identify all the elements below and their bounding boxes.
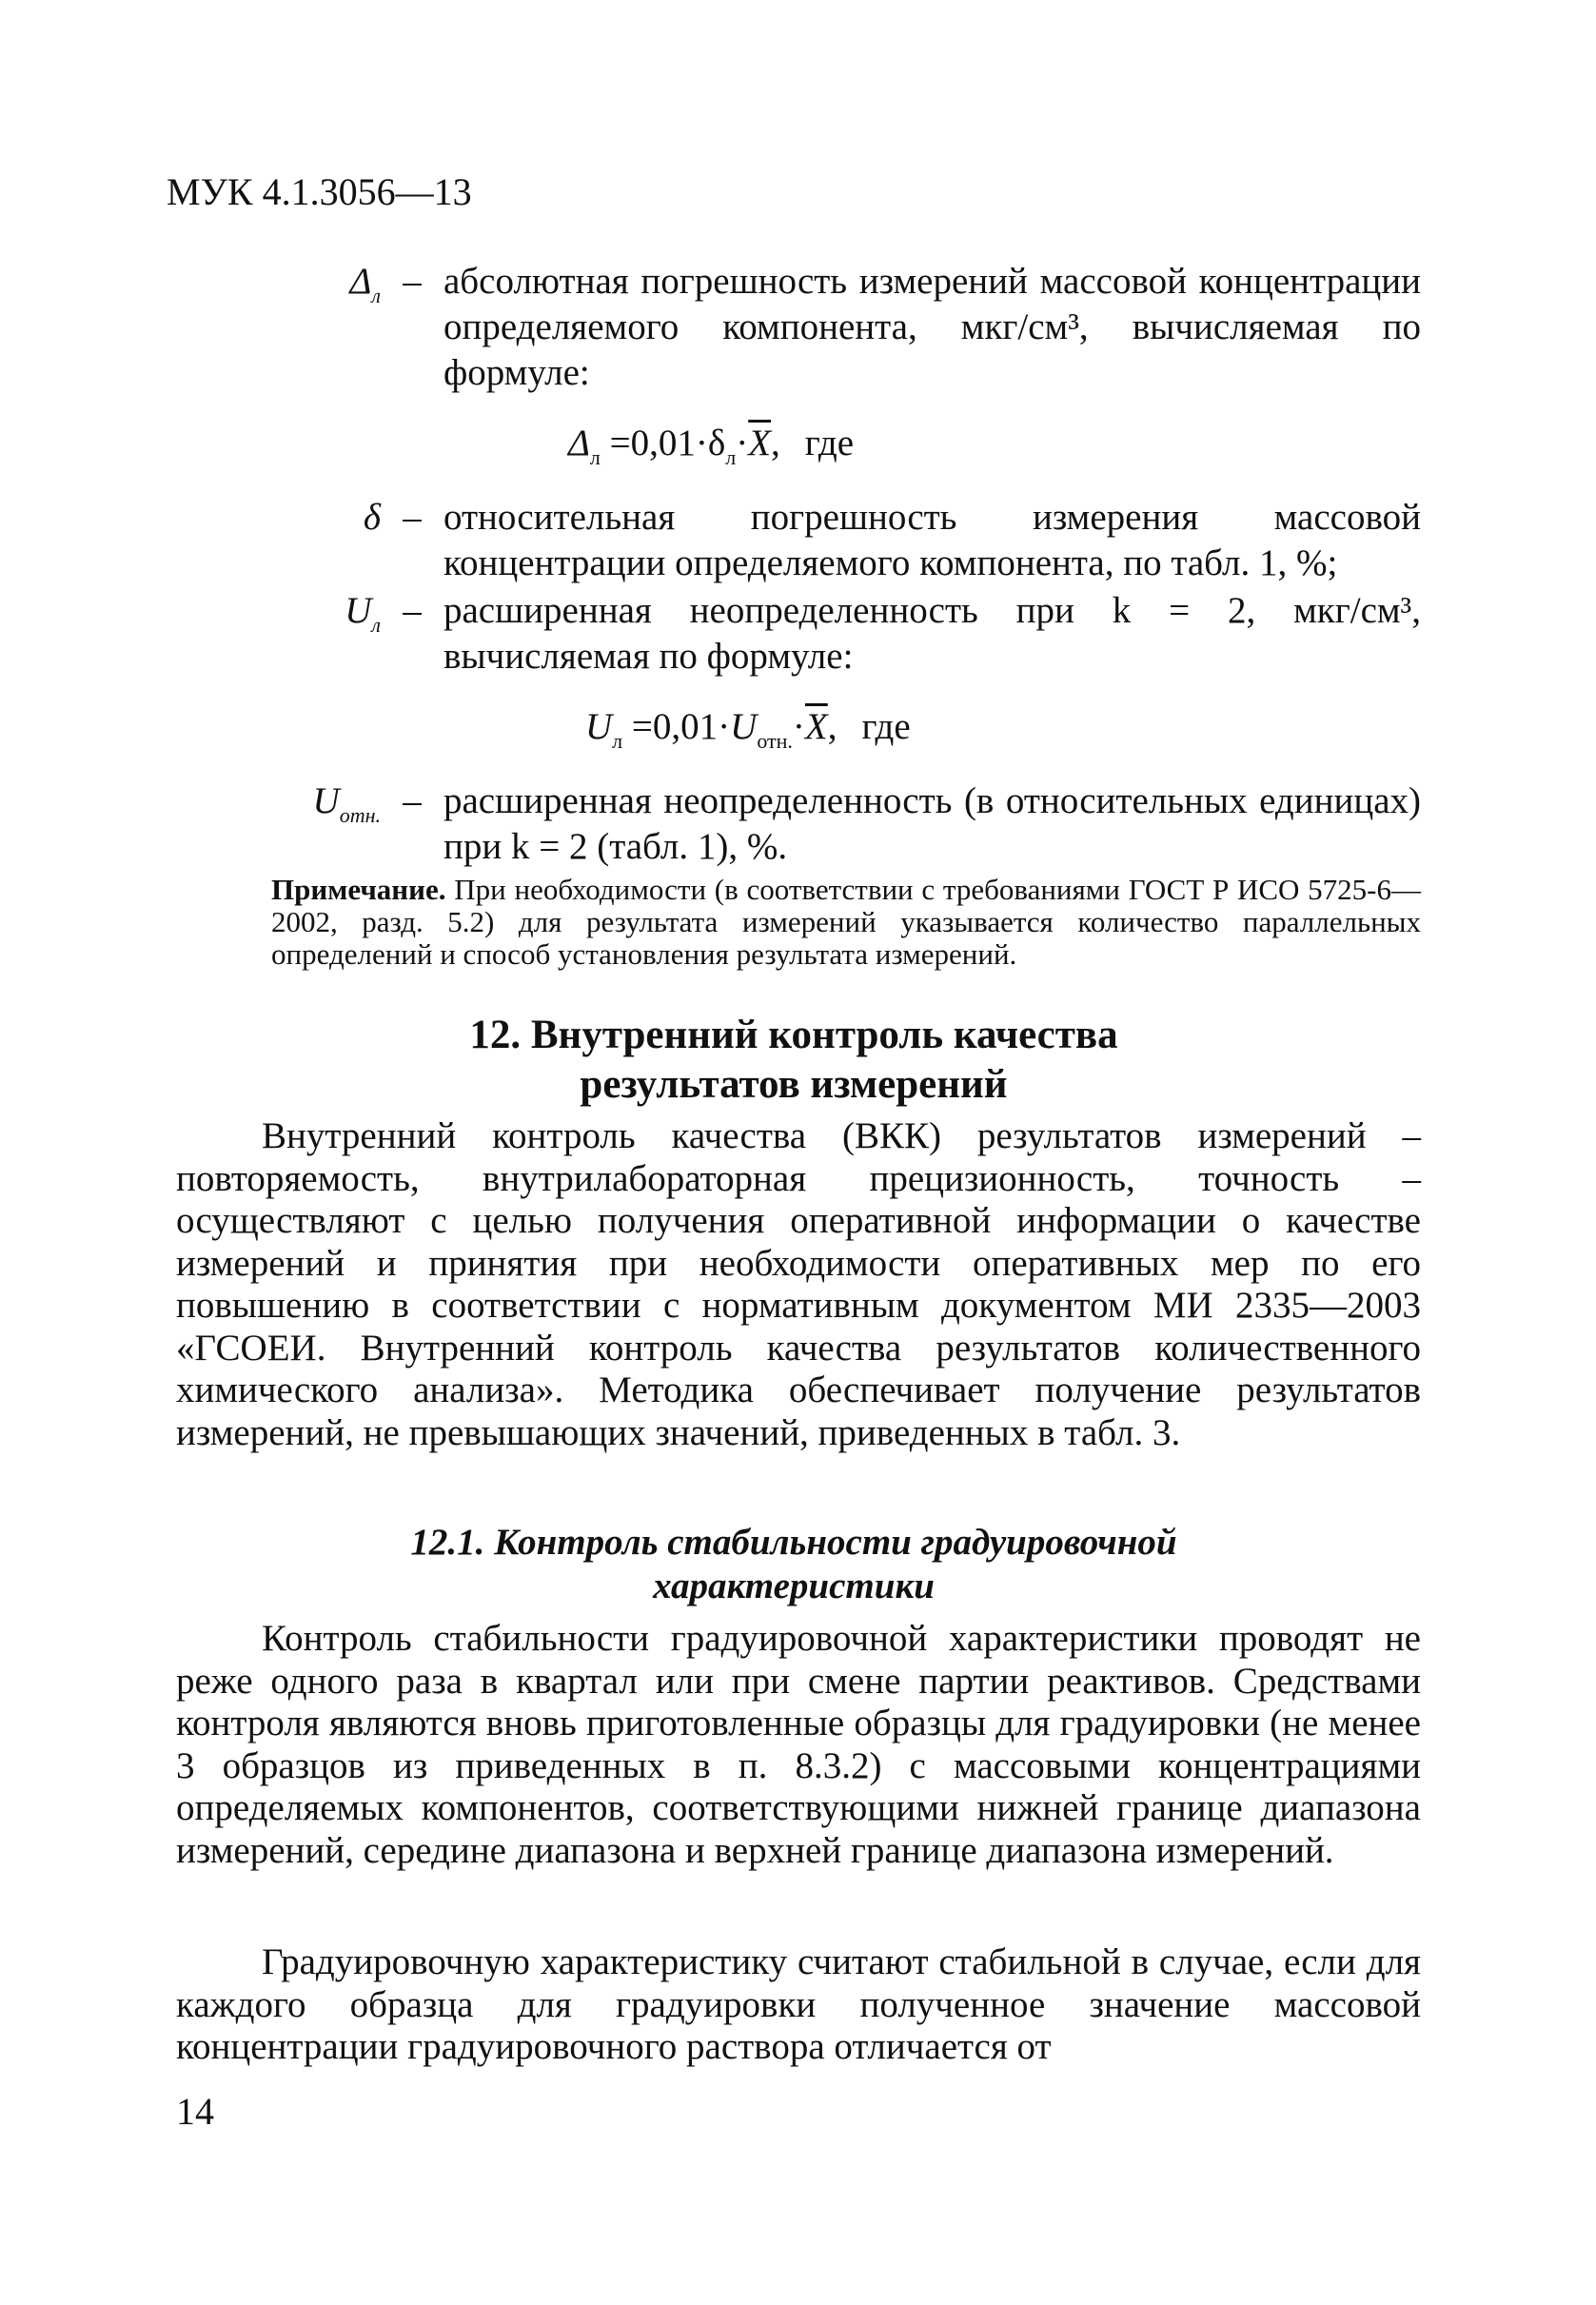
formula-expanded-uncertainty: $U_л =0,01\cdot U_{отн.}\cdot\overline{X}$, где [585, 706, 911, 753]
definition-symbol: $U_л$ [345, 590, 381, 637]
definition-text: абсолютная погрешность измерений массовой концентрации определяемого компонента, мкг/см³, вычисляемая по формуле: [443, 261, 1421, 393]
definition-dash: – [403, 497, 422, 538]
note-text: При необходимости (в соответствии с требованиями ГОСТ Р ИСО 5725-6—2002, разд. 5.2) для результата измерений указывается количество параллельных определений и способ установления результата измерений. [271, 873, 1421, 971]
section-12-heading: 12. Внутренний контроль качества результатов измерений [469, 1013, 1118, 1107]
definition-symbol: δ [363, 497, 381, 538]
page-number: 14 [176, 2090, 214, 2133]
note-label: Примечание. [271, 873, 446, 906]
definition-u-otn [167, 778, 1421, 870]
definition-delta [167, 495, 1421, 586]
definitions-block [167, 259, 1421, 872]
section-12-1-paragraph-2: Градуировочную характеристику считают стабильной в случае, если для каждого образца для градуировки полученное значение массовой концентрации градуировочного раствора отличается от [176, 1941, 1421, 2067]
definition-dash: – [403, 261, 422, 302]
section-12-1-heading: 12.1. Контроль стабильности градуировочной характеристики [410, 1522, 1177, 1606]
definition-text: относительная погрешность измерения массовой концентрации определяемого компонента, по табл. 1, %; [443, 497, 1421, 583]
section-12-paragraph: Внутренний контроль качества (ВКК) результатов измерений – повторяемость, внутрилабораторная прецизионность, точность – осуществляют с целью получения оперативной информации о качестве измерений и принятия при необходимости оперативных мер по его повышению в соответствии с нормативным документом МИ 2335—2003 «ГСОЕИ. Внутренний контроль качества результатов количественного химического анализа». Методика обеспечивает получение результатов измерений, не превышающих значений, приведенных в табл. 3. [176, 1115, 1421, 1453]
formula-absolute-error: $\Delta_л =0,01\cdot\delta_л\cdot\overline{X}$, где [568, 423, 855, 469]
definition-dash: – [403, 780, 422, 821]
definition-dash: – [403, 590, 422, 631]
definition-symbol: $\Delta_л$ [349, 261, 381, 307]
document-code: МУК 4.1.3056—13 [167, 170, 472, 213]
definition-text: расширенная неопределенность при k = 2, мкг/см³, вычисляемая по формуле: [443, 590, 1421, 677]
definition-u-l [167, 588, 1421, 680]
definition-delta-l [167, 259, 1421, 396]
note-block [271, 874, 1421, 971]
section-12-1-paragraph-1: Контроль стабильности градуировочной характеристики проводят не реже одного раза в квартал или при смене партии реактивов. Средствами контроля являются вновь приготовленные образцы для градуировки (не менее 3 образцов из приведенных в п. 8.3.2) с массовыми концентрациями определяемых компонентов, соответствующими нижней границе диапазона измерений, середине диапазона и верхней границе диапазона измерений. [176, 1618, 1421, 1871]
definition-text: расширенная неопределенность (в относительных единицах) при k = 2 (табл. 1), %. [443, 780, 1421, 867]
definition-symbol: $U_{отн.}$ [312, 780, 381, 827]
